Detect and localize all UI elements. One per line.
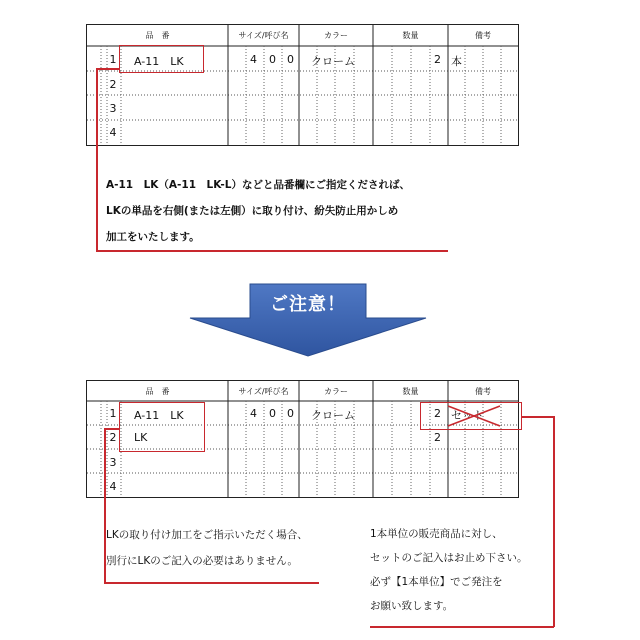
remark-value: 本 bbox=[451, 55, 462, 68]
header-color: カラー bbox=[324, 387, 348, 396]
row-number: 1 bbox=[109, 407, 117, 420]
row-number: 4 bbox=[109, 126, 117, 139]
part-no-value: A-11 LK bbox=[134, 55, 184, 68]
color-value: クローム bbox=[311, 55, 355, 68]
highlight-part-no bbox=[119, 45, 204, 73]
part-no-value: A-11 LK bbox=[134, 409, 184, 422]
quantity-value: 2 bbox=[434, 53, 441, 66]
note-line: 1本単位の販売商品に対し、 bbox=[370, 528, 503, 540]
note-line: お願い致します。 bbox=[370, 600, 454, 612]
row-number: 1 bbox=[109, 53, 117, 66]
note-line: 加工をいたします。 bbox=[106, 231, 200, 243]
note-line: A-11 LK（A-11 LK-L）などと品番欄にご指定くだされば、 bbox=[106, 179, 410, 191]
note-bottom-right bbox=[370, 522, 528, 618]
note-line: LKの単品を右側(または左側）に取り付け、紛失防止用かしめ bbox=[106, 205, 399, 217]
size-digit: 0 bbox=[287, 53, 294, 66]
header-part-no: 品 番 bbox=[145, 387, 170, 396]
callout-line-horizontal bbox=[370, 626, 554, 628]
caution-label: ご注意！ bbox=[270, 294, 346, 315]
quantity-value: 2 bbox=[434, 407, 441, 420]
size-digit: 4 bbox=[250, 53, 257, 66]
callout-line-connector bbox=[96, 68, 120, 70]
row-number: 2 bbox=[109, 431, 117, 444]
size-digit: 0 bbox=[269, 53, 276, 66]
callout-line-horizontal bbox=[522, 416, 554, 418]
order-form-top bbox=[86, 24, 519, 146]
highlight-part-no-rows bbox=[119, 402, 205, 452]
size-digit: 0 bbox=[287, 407, 294, 420]
callout-line-vertical bbox=[553, 416, 555, 627]
header-remarks: 備考 bbox=[475, 31, 491, 40]
note-top bbox=[106, 172, 410, 250]
row-number: 3 bbox=[109, 102, 117, 115]
quantity-value: 2 bbox=[434, 431, 441, 444]
part-no-value: LK bbox=[134, 431, 148, 444]
remark-value: セット bbox=[451, 409, 484, 422]
header-color: カラー bbox=[324, 31, 348, 40]
header-quantity: 数量 bbox=[402, 31, 419, 40]
color-value: クローム bbox=[311, 409, 355, 422]
callout-line-vertical bbox=[96, 68, 98, 251]
callout-line-connector bbox=[104, 428, 120, 430]
callout-line-horizontal bbox=[104, 582, 319, 584]
form-grid bbox=[87, 25, 518, 145]
header-size: サイズ/呼び名 bbox=[238, 31, 289, 40]
size-digit: 4 bbox=[250, 407, 257, 420]
note-line: LKの取り付け加工をご指示いただく場合、 bbox=[106, 529, 308, 541]
header-size: サイズ/呼び名 bbox=[238, 387, 289, 396]
note-bottom-left bbox=[106, 522, 308, 574]
cross-out-icon bbox=[446, 404, 502, 428]
row-number: 3 bbox=[109, 456, 117, 469]
caution-arrow bbox=[188, 282, 428, 358]
callout-line-horizontal bbox=[96, 250, 448, 252]
note-line: セットのご記入はお止め下さい。 bbox=[370, 552, 528, 564]
size-digit: 0 bbox=[269, 407, 276, 420]
header-quantity: 数量 bbox=[402, 387, 419, 396]
note-line: 必ず【1本単位】でご発注を bbox=[370, 576, 503, 588]
header-remarks: 備考 bbox=[475, 387, 491, 396]
note-line: 別行にLKのご記入の必要はありません。 bbox=[106, 555, 298, 567]
row-number: 2 bbox=[109, 78, 117, 91]
header-part-no: 品 番 bbox=[145, 31, 170, 40]
row-number: 4 bbox=[109, 480, 117, 493]
